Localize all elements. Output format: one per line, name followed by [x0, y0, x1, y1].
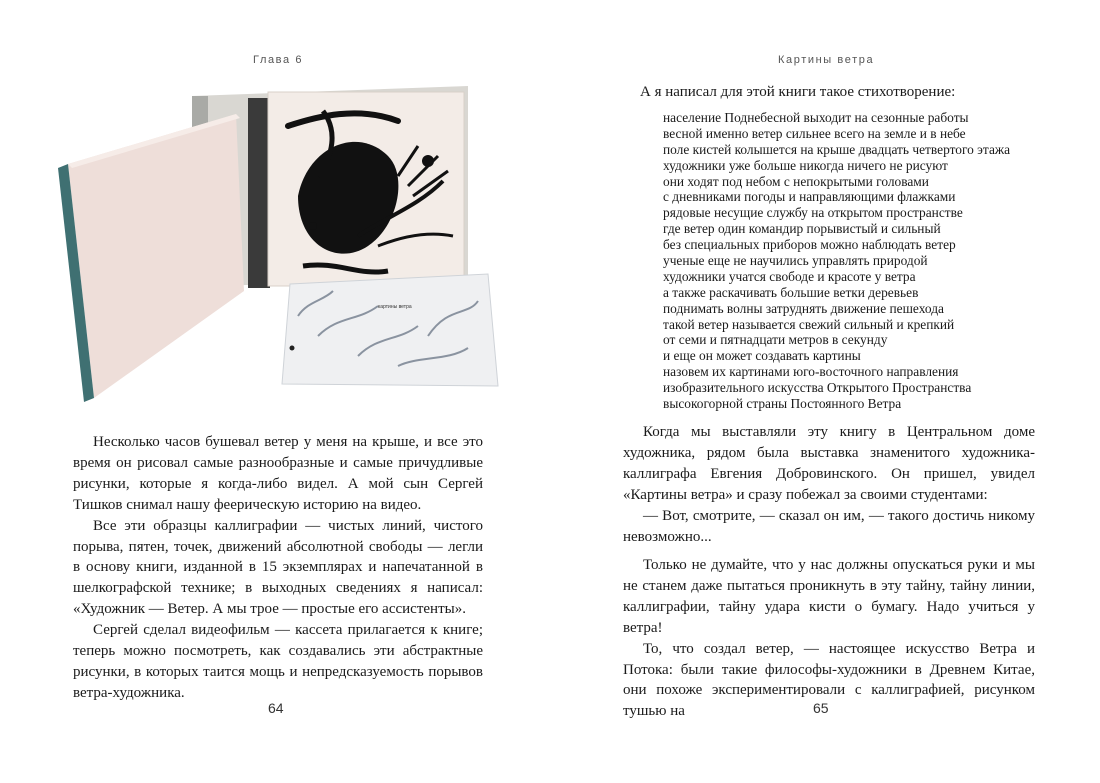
- poem-line: а также раскачивать большие ветки деревьев: [663, 284, 919, 300]
- poem-line: высокогорной страны Постоянного Ветра: [663, 396, 902, 412]
- box-inner-spine: [248, 98, 270, 288]
- poem-line: ученые еще не научились управлять природой: [663, 253, 928, 269]
- paragraph: — Вот, смотрите, — сказал он им, — такого достичь никому невозможно...: [623, 507, 1035, 545]
- right-body-text-2: [623, 555, 1035, 722]
- paragraph: Когда мы выставляли эту книгу в Центральном доме художника, рядом была выставка знаменитого художника-каллиграфа Евгения Добровинского. Он пришел, увидел «Картины ветра» и сразу побежал за своими студентами:: [623, 424, 1035, 503]
- poem-line: художники уже больше никогда ничего не рисуют: [663, 157, 948, 173]
- page-number: 65: [813, 700, 829, 716]
- poem-line: где ветер один командир порывистый и сильный: [663, 221, 941, 237]
- page-number: 64: [268, 700, 284, 716]
- paragraph: Только не думайте, что у нас должны опускаться руки и мы не станем даже пытаться проникнуть в эту тайну, тайну линии, каллиграфии, тайну удара кисти о бумагу. Надо учиться у ветра!: [623, 557, 1035, 636]
- right-body-text-1: [623, 422, 1035, 547]
- poem-intro: А я написал для этой книги такое стихотворение:: [640, 84, 956, 100]
- poem-line: они ходят под небом с непокрытыми головами: [663, 173, 929, 189]
- poem-line: изобразительного искусства Открытого Пространства: [663, 380, 972, 396]
- left-body-text: [73, 432, 483, 704]
- tracing-sheet: [282, 274, 498, 386]
- poem-line: такой ветер называется свежий сильный и крепкий: [663, 316, 955, 332]
- poem-line: поле кистей колышется на крыше двадцать четвертого этажа: [663, 141, 1011, 157]
- paragraph: То, что создал ветер, — настоящее искусство Ветра и Потока: были такие философы-художники в Древнем Китае, они похоже экспериментировали с каллиграфией, рисунком тушью на: [623, 640, 1035, 720]
- poem-line: рядовые несущие службу на открытом пространстве: [663, 205, 963, 221]
- paragraph: Несколько часов бушевал ветер у меня на крыше, и все это время он рисовал самые разнообразные и самые причудливые рисунки, которые я когда-либо видел. А мой сын Сергей Тишков снимал нашу феерическую историю на видео.: [73, 434, 483, 513]
- sheet-title: картины ветра: [378, 304, 412, 310]
- poem-line: без специальных приборов можно наблюдать ветер: [663, 237, 956, 253]
- running-head: Картины ветра: [778, 54, 875, 66]
- sheet-dot: [290, 346, 295, 351]
- running-head: Глава 6: [253, 54, 304, 66]
- poem-line: весной именно ветер сильнее всего на земле и в небе: [663, 125, 966, 141]
- poem-line: и еще он может создавать картины: [663, 348, 861, 364]
- poem-line: художники учатся свободе и красоте у ветра: [663, 268, 916, 284]
- poem-line: с дневниками погоды и направляющими флажками: [663, 189, 956, 205]
- poem-line: население Поднебесной выходит на сезонные работы: [663, 110, 969, 125]
- right-page: [550, 0, 1100, 783]
- book-box-photo: [58, 86, 500, 402]
- poem-line: от семи и пятнадцати метров в секунду: [663, 332, 888, 348]
- book-box-illustration: [58, 86, 500, 402]
- paragraph: Сергей сделал видеофильм — кассета прилагается к книге; теперь можно посмотреть, как создавались эти абстрактные рисунки, в которых таится мощь и непредсказуемость порывов ветра-художника.: [73, 622, 483, 701]
- poem: [663, 110, 1010, 412]
- paragraph: Все эти образцы каллиграфии — чистых линий, чистого порыва, пятен, точек, движений абсолютной свободы — легли в основу книги, изданной в 15 экземплярах и напечатанной в шелкографской технике; в выходных сведениях я написал: «Художник — Ветер. А мы трое — простые его ассистенты».: [73, 517, 483, 618]
- poem-line: поднимать волны затруднять движение пешехода: [663, 300, 944, 316]
- poem-line: назовем их картинами юго-восточного направления: [663, 364, 959, 380]
